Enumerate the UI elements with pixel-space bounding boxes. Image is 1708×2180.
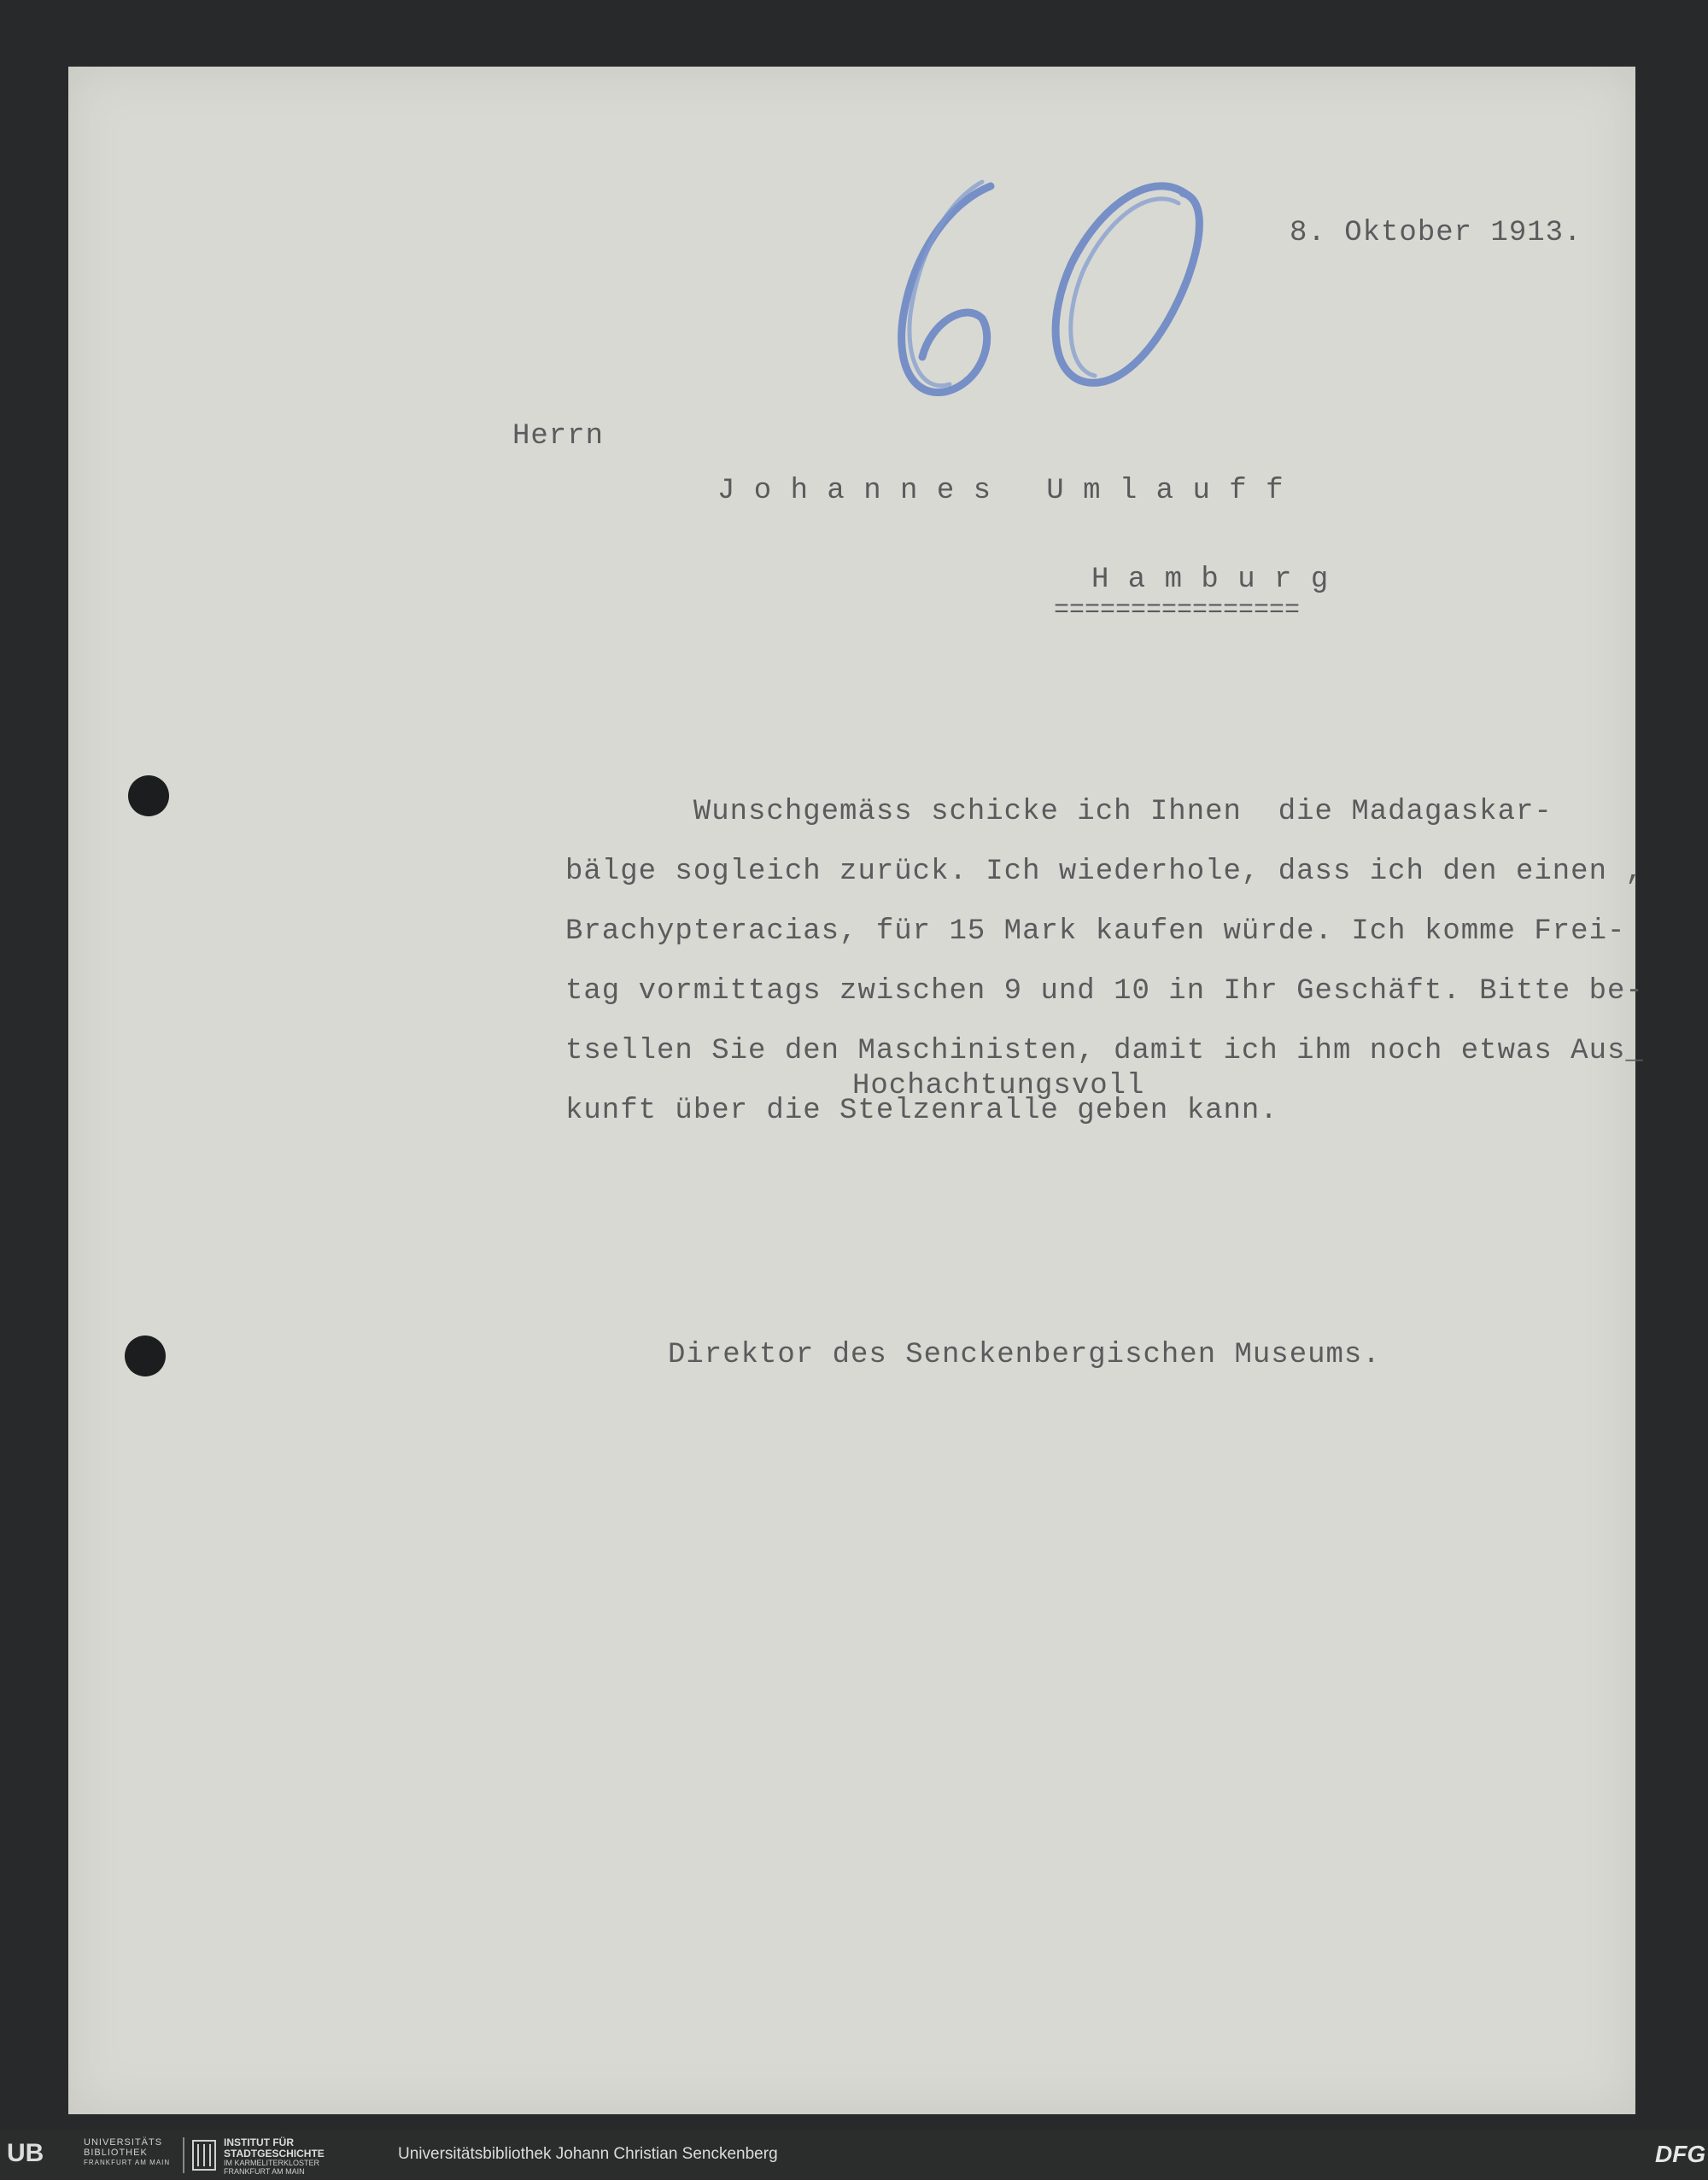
letter-page — [68, 67, 1644, 2114]
body-line: kunft über die Stelzenralle geben kann. — [565, 1095, 1278, 1127]
ub-logo-text: UNIVERSITÄTS BIBLIOTHEK FRANKFURT AM MAIN — [84, 2137, 171, 2166]
institute-logo-text: INSTITUT FÜR STADTGESCHICHTE — [224, 2136, 325, 2160]
ub-logo: UB — [7, 2139, 44, 2167]
footer-bar — [0, 2130, 1708, 2180]
punch-hole-upper — [128, 775, 169, 816]
salutation: Herrn — [512, 420, 605, 453]
footer-separator — [183, 2137, 184, 2173]
closing: Hochachtungsvoll — [852, 1070, 1145, 1102]
signature-line: Direktor des Senckenbergischen Museums. — [668, 1339, 1381, 1371]
body-line: Wunschgemäss schicke ich Ihnen die Madagaskar- — [565, 796, 1553, 828]
punch-hole-lower — [125, 1335, 166, 1376]
folio-number-handwritten — [854, 152, 1238, 459]
institute-logo-subtext: IM KARMELITERKLOSTER FRANKFURT AM MAIN — [224, 2159, 320, 2176]
library-name: Universitätsbibliothek Johann Christian Senckenberg — [398, 2145, 778, 2163]
institute-emblem-icon — [191, 2139, 217, 2171]
dfg-logo: DFG — [1655, 2141, 1706, 2167]
body-line: bälge sogleich zurück. Ich wiederhole, dass ich den einen , — [565, 856, 1644, 888]
body-line: Brachypteracias, für 15 Mark kaufen würde. Ich komme Frei- — [565, 915, 1626, 948]
city-underline: ================ — [1054, 596, 1301, 625]
letter-date: 8. Oktober 1913. — [1290, 217, 1582, 249]
body-line: tag vormittags zwischen 9 und 10 in Ihr Geschäft. Bitte be- — [565, 975, 1644, 1008]
recipient-city: H a m b u r g — [1091, 564, 1330, 596]
recipient-name: J o h a n n e s U m l a u f f — [717, 475, 1284, 507]
body-line: tsellen Sie den Maschinisten, damit ich ihm noch etwas Aus_ — [565, 1035, 1644, 1067]
